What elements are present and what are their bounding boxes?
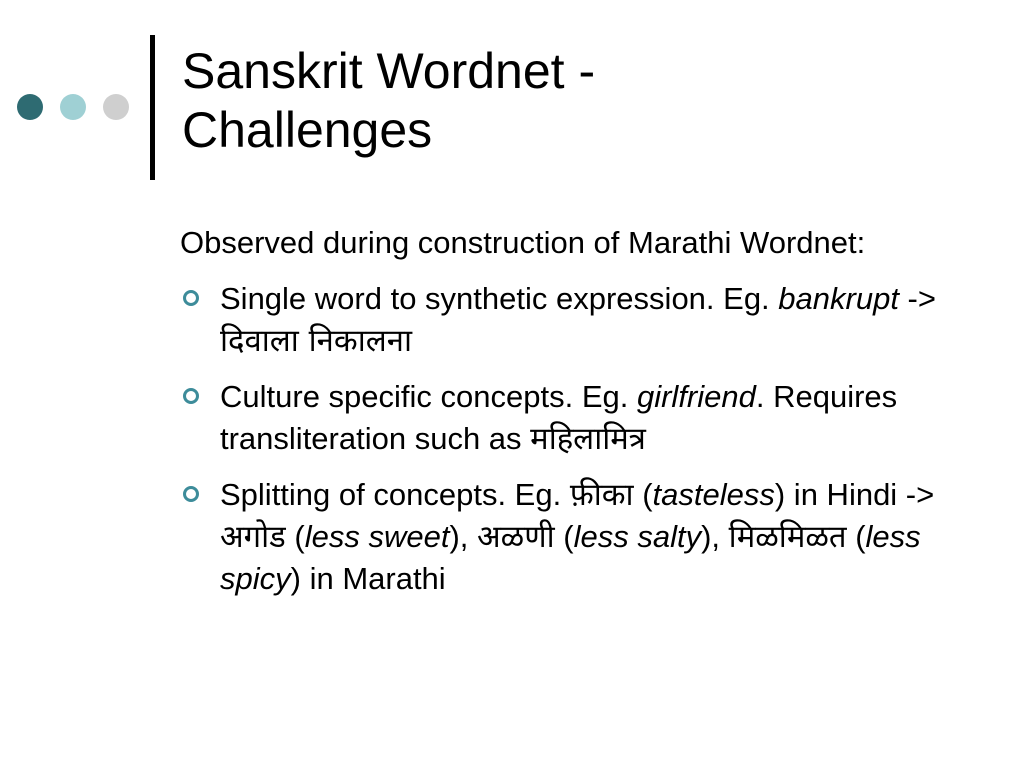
english-example: bankrupt (778, 281, 899, 316)
hindi-example: फ़ीका (569, 477, 634, 513)
bullet-text: ( (285, 519, 305, 554)
bullet-item-single-word (180, 278, 980, 362)
bullet-text: ) in Hindi -> (774, 477, 935, 512)
bullet-text: Splitting of concepts. Eg. (220, 477, 570, 512)
english-gloss: less salty (573, 519, 702, 554)
decorative-dot-gray (103, 94, 129, 120)
bullet-text: ( (554, 519, 574, 554)
slide-title-line-1: Sanskrit Wordnet - (182, 43, 596, 99)
marathi-example: अळणी (477, 519, 555, 555)
marathi-example: महिलामित्र (530, 421, 646, 457)
slide-body (180, 222, 980, 614)
english-gloss: less sweet (304, 519, 450, 554)
hindi-example: अगोड (220, 519, 286, 555)
bullet-text: ), (449, 519, 477, 554)
decorative-dot-dark (17, 94, 43, 120)
bullet-text: ( (846, 519, 866, 554)
slide-title-line-2: Challenges (182, 102, 433, 158)
bullet-text: Single word to synthetic expression. Eg. (220, 281, 779, 316)
bullet-text: ), (701, 519, 729, 554)
english-gloss: tasteless (652, 477, 775, 512)
english-gloss: less spicy (220, 519, 921, 596)
bullet-text: Culture specific concepts. Eg. (220, 379, 637, 414)
bullet-item-splitting-concepts (180, 474, 980, 600)
hollow-circle-bullet-icon (183, 388, 199, 404)
title-divider (150, 35, 155, 180)
bullet-text: -> (898, 281, 936, 316)
intro-text: Observed during construction of Marathi Wordnet: (180, 225, 866, 260)
hollow-circle-bullet-icon (183, 290, 199, 306)
bullet-text: . Requires transliteration such as (220, 379, 898, 456)
marathi-example: मिळमिळत (728, 519, 847, 555)
bullet-item-culture-specific (180, 376, 980, 460)
bullet-text: ( (633, 477, 653, 512)
slide-title (182, 42, 1002, 160)
english-example: girlfriend (636, 379, 756, 414)
marathi-example: दिवाला निकालना (220, 323, 412, 359)
bullet-text: ) in Marathi (290, 561, 446, 596)
hollow-circle-bullet-icon (183, 486, 199, 502)
decorative-dot-light-teal (60, 94, 86, 120)
